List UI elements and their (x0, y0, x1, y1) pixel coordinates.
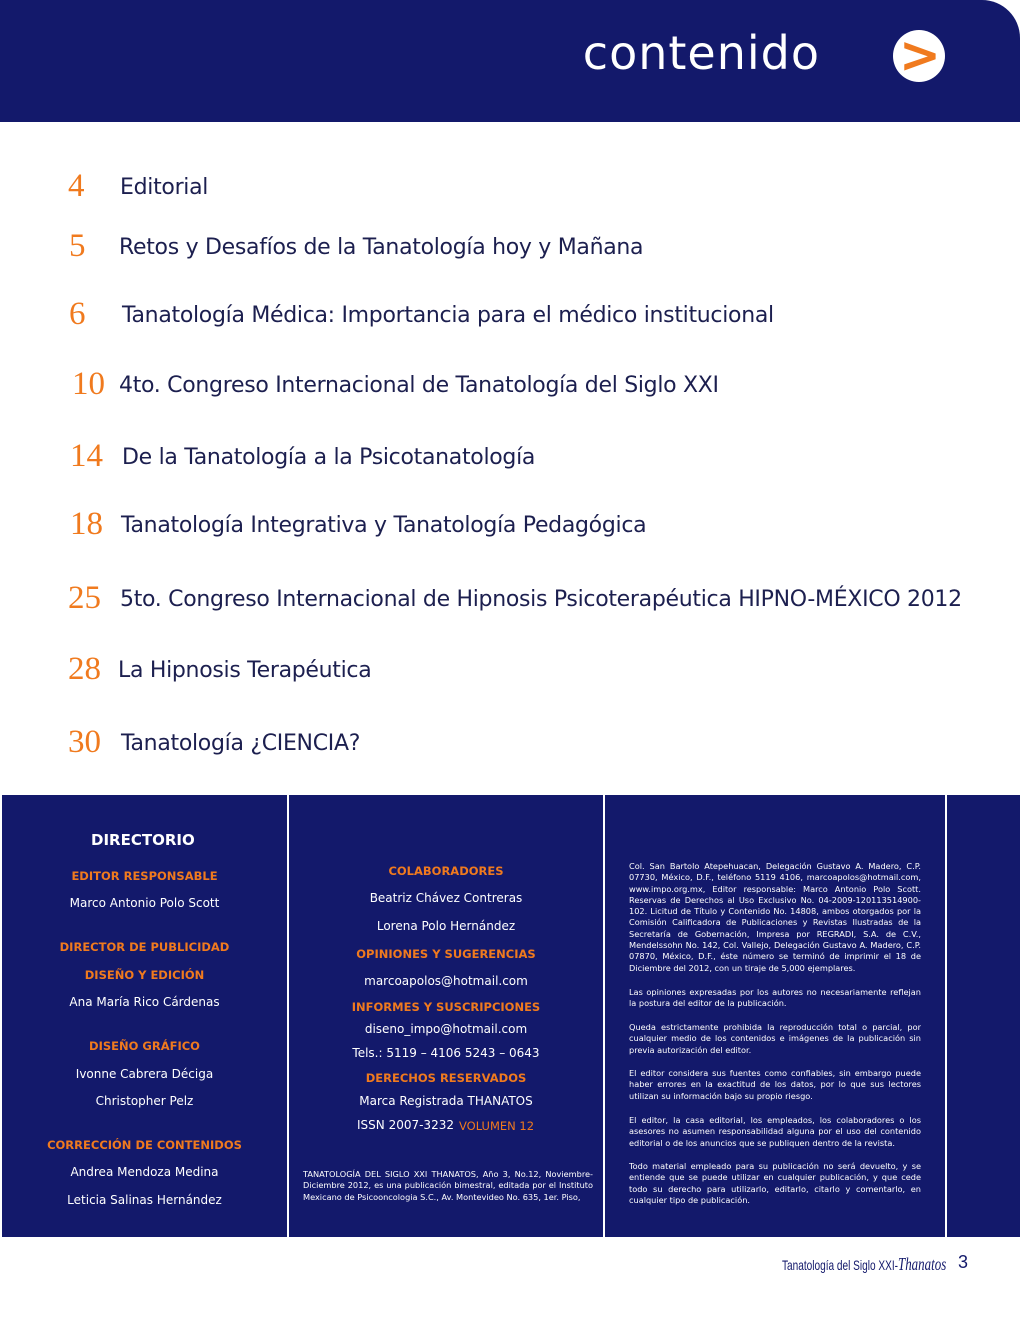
legal-paragraph: El editor, la casa editorial, los empleados, los colaboradores o los asesores no asumen responsabilidad alguna por el uso del contenido editorial o de los anuncios que se publiquen dentro de la revista. (629, 1115, 921, 1148)
legal-paragraph: Las opiniones expresadas por los autores no necesariamente reflejan la postura del editor de la publicación. (629, 987, 921, 1009)
toc-page-number: 4 (68, 168, 85, 204)
toc-title: 5to. Congreso Internacional de Hipnosis Psicoterapéutica HIPNO-MÉXICO 2012 (120, 587, 962, 612)
colaborador-name: Lorena Polo Hernández (376, 919, 516, 933)
correccion-name: Andrea Mendoza Medina (70, 1165, 219, 1179)
informes-email[interactable]: diseno_impo@hotmail.com (364, 1022, 528, 1036)
opiniones-label: OPINIONES Y SUGERENCIAS (356, 947, 536, 961)
opiniones-email[interactable]: marcoapolos@hotmail.com (364, 974, 528, 988)
correccion-name: Leticia Salinas Hernández (67, 1193, 222, 1207)
arrow-glyph: > (899, 26, 941, 84)
directory-heading: DIRECTORIO (91, 831, 195, 849)
correccion-label: CORRECCIÓN DE CONTENIDOS (47, 1138, 242, 1152)
diseno-grafico-label: DISEÑO GRÁFICO (89, 1039, 200, 1053)
diseno-edicion-label: DISEÑO Y EDICIÓN (84, 968, 205, 982)
toc-page-number: 18 (70, 506, 103, 542)
legal-paragraph: Col. San Bartolo Atepehuacan, Delegación Gustavo A. Madero, C.P. 07730, México, D.F., teléfono 5119 4106, marcoapolos@hotmail.com, www.impo.org.mx, Editor responsable: Marco Antonio Polo Scott. Reservas de Derechos al Uso Exclusivo No. 04-2009-120113514900-102. Licitud de Título y Contenido No. 14808, ambos otorgados por la Comisión Calificadora de Publicaciones y Revistas Ilustradas de la Secretaría de Gobernación, Impresa por REGRADI, S.A. de C.V., Mendelssohn No. 142, Col. Vallejo, Delegación Gustavo A. Madero, C.P. 07870, México, D.F., éste número se terminó de imprimir el 18 de Diciembre del 2012, con un tiraje de 5,000 ejemplares. (629, 861, 921, 973)
diseno-edicion-name: Ana María Rico Cárdenas (69, 995, 220, 1009)
legal-paragraph: Todo material empleado para su publicación no será devuelto, y se entiende que se puede utilizar en cualquier publicación, y que cede todo su derecho para utilizarlo, editarlo, citarlo y comentarlo, en cualquier tipo de publicación. (629, 1161, 921, 1205)
legal-paragraph: Queda estrictamente prohibida la reproducción total o parcial, por cualquier medio de los contenidos e imágenes de la publicación sin previa autorización del editor. (629, 1022, 921, 1055)
toc-page-number: 25 (68, 580, 101, 616)
toc-page-number: 14 (70, 438, 103, 474)
legal-paragraph: El editor considera sus fuentes como confiables, sin embargo puede haber errores en la exactitud de los datos, por lo que sus lectores utilizan su información bajo su propio riesgo. (629, 1068, 921, 1101)
directory-column (2, 795, 287, 1237)
colaborador-name: Beatriz Chávez Contreras (369, 891, 523, 905)
toc-title: Editorial (120, 175, 209, 200)
toc-title: Retos y Desafíos de la Tanatología hoy y Mañana (119, 235, 644, 260)
footer-brand-italic: Thanatos (897, 1254, 947, 1274)
legal-notice: TANATOLOGÍA DEL SIGLO XXI THANATOS, Año 3, No.12, Noviembre-Diciembre 2012, es una publicación bimestral, editada por el Instituto Mexicano de Psicooncologia S.C., Av. Montevideo No. 635, 1er. Piso, (303, 1169, 593, 1202)
column-divider (945, 795, 947, 1237)
arrow-icon (893, 26, 945, 84)
toc-title: De la Tanatología a la Psicotanatología (122, 445, 536, 470)
toc-page-number: 6 (69, 296, 86, 332)
diseno-grafico-name: Christopher Pelz (95, 1094, 194, 1108)
editor-label: EDITOR RESPONSABLE (71, 869, 218, 883)
legal-column (605, 795, 945, 1237)
toc-page-number: 10 (72, 366, 105, 402)
colaboradores-label: COLABORADORES (388, 864, 504, 878)
page-title: contenido (582, 26, 820, 80)
toc-title: 4to. Congreso Internacional de Tanatología del Siglo XXI (119, 373, 719, 398)
publicidad-label: DIRECTOR DE PUBLICIDAD (59, 940, 230, 954)
footer-brand (782, 1254, 946, 1275)
telephones: Tels.: 5119 – 4106 5243 – 0643 (352, 1046, 540, 1060)
toc-title: Tanatología ¿CIENCIA? (121, 731, 361, 756)
page-number: 3 (958, 1252, 969, 1272)
toc-page-number: 30 (68, 724, 101, 760)
issn: ISSN 2007-3232 (357, 1118, 454, 1132)
trademark: Marca Registrada THANATOS (359, 1094, 533, 1108)
footer-brand-text: Tanatología del Siglo XXI- (782, 1257, 898, 1273)
derechos-label: DERECHOS RESERVADOS (365, 1071, 527, 1085)
contacts-column (289, 795, 603, 1237)
volume: VOLUMEN 12 (459, 1119, 535, 1133)
toc-page-number: 28 (68, 651, 101, 687)
header-banner (0, 0, 1020, 122)
toc-title: Tanatología Integrativa y Tanatología Pedagógica (121, 513, 647, 538)
toc-title: La Hipnosis Terapéutica (118, 658, 372, 683)
toc-title: Tanatología Médica: Importancia para el médico institucional (122, 303, 774, 328)
toc-page-number: 5 (69, 228, 86, 264)
directory-box (2, 795, 1020, 1237)
editor-name: Marco Antonio Polo Scott (69, 896, 220, 910)
diseno-grafico-name: Ivonne Cabrera Déciga (75, 1067, 214, 1081)
informes-label: INFORMES Y SUSCRIPCIONES (351, 1000, 541, 1014)
